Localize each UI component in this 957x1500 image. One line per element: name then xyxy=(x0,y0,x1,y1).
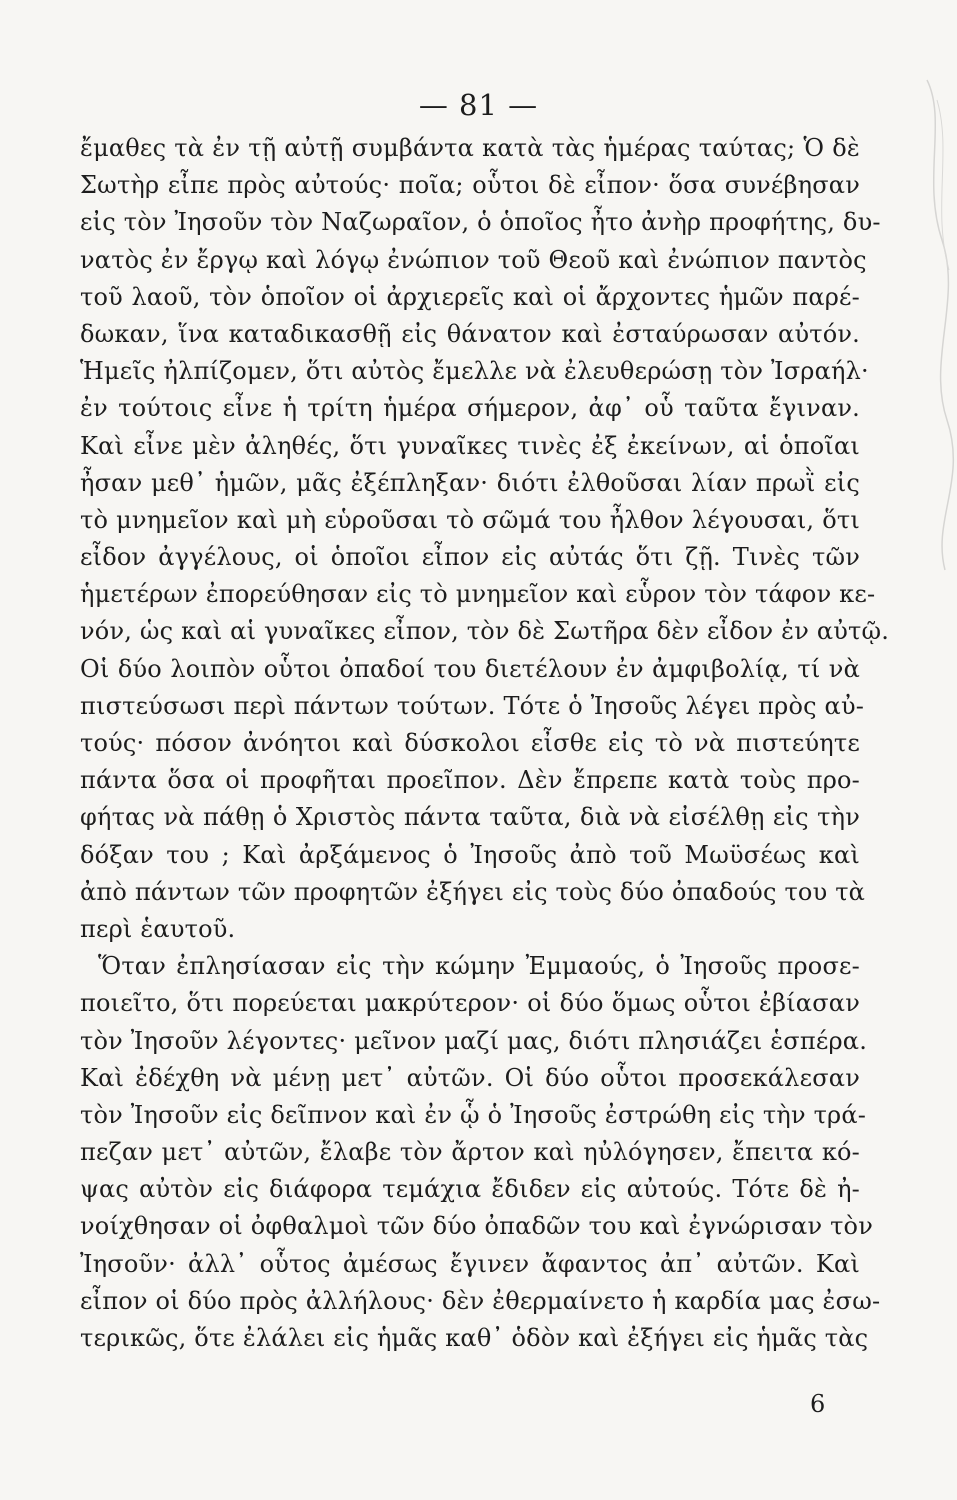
text-line: νατὸς ἐν ἔργῳ καὶ λόγῳ ἐνώπιον τοῦ Θεοῦ καὶ ἐνώπιον παντὸς xyxy=(80,245,867,274)
text-line: ψας αὐτὸν εἰς διάφορα τεμάχια ἔδιδεν εἰς αὐτούς. Τότε δὲ ἠ- xyxy=(80,1175,860,1204)
body-text xyxy=(80,130,890,1357)
text-line: ποιεῖτο, ὅτι πορεύεται μακρύτερον· οἱ δύο ὅμως οὗτοι ἐβίασαν xyxy=(80,989,860,1018)
text-line: δωκαν, ἵνα καταδικασθῇ εἰς θάνατον καὶ ἐσταύρωσαν αὐτόν. xyxy=(80,319,860,348)
text-line: τερικῶς, ὅτε ἐλάλει εἰς ἡμᾶς καθ᾽ ὁδὸν καὶ ἐξήγει εἰς ἡμᾶς τὰς xyxy=(80,1324,869,1352)
text-line: τὸν Ἰησοῦν εἰς δεῖπνον καὶ ἐν ᾧ ὁ Ἰησοῦς ἐστρώθη εἰς τὴν τρά- xyxy=(80,1100,867,1129)
text-line: πιστεύσωσι περὶ πάντων τούτων. Τότε ὁ Ἰησοῦς λέγει πρὸς αὐ- xyxy=(80,691,865,720)
text-line: Οἱ δύο λοιπὸν οὗτοι ὀπαδοί του διετέλουν ἐν ἀμφιβολίᾳ, τί νὰ xyxy=(80,654,860,683)
text-line: περὶ ἑαυτοῦ. xyxy=(80,914,236,943)
text-line: ἀπὸ πάντων τῶν προφητῶν ἐξήγει εἰς τοὺς δύο ὀπαδούς του τὰ xyxy=(80,877,866,906)
text-line: ἦσαν μεθ᾽ ἡμῶν, μᾶς ἐξέπληξαν· διότι ἐλθοῦσαι λίαν πρωῒ εἰς xyxy=(80,468,860,497)
bleed-through-mark xyxy=(917,60,957,580)
text-line: ἔμαθες τὰ ἐν τῇ αὐτῇ συμβάντα κατὰ τὰς ἡμέρας ταύτας; Ὁ δὲ xyxy=(80,134,860,162)
text-line: τὸν Ἰησοῦν λέγοντες· μεῖνον μαζί μας, διότι πλησιάζει ἑσπέρα. xyxy=(80,1026,868,1055)
text-line: τούς· πόσον ἀνόητοι καὶ δύσκολοι εἶσθε εἰς τὸ νὰ πιστεύητε xyxy=(80,729,860,757)
text-line: ἡμετέρων ἐπορεύθησαν εἰς τὸ μνημεῖον καὶ εὗρον τὸν τάφον κε- xyxy=(80,580,876,609)
text-line: τοῦ λαοῦ, τὸν ὁποῖον οἱ ἀρχιερεῖς καὶ οἱ ἄρχοντες ἡμῶν παρέ- xyxy=(80,282,860,311)
text-line: τὸ μνημεῖον καὶ μὴ εὑροῦσαι τὸ σῶμά του ἦλθον λέγουσαι, ὅτι xyxy=(80,505,860,534)
text-line: Σωτὴρ εἶπε πρὸς αὐτούς· ποῖα; οὗτοι δὲ εἶπον· ὅσα συνέβησαν xyxy=(80,171,860,200)
text-line: ἐν τούτοις εἶνε ἡ τρίτη ἡμέρα σήμερον, ἀφ᾽ οὗ ταῦτα ἔγιναν. xyxy=(80,394,860,423)
text-line: πάντα ὅσα οἱ προφῆται προεῖπον. Δὲν ἔπρεπε κατὰ τοὺς προ- xyxy=(80,766,860,795)
text-line: Καὶ εἶνε μὲν ἀληθές, ὅτι γυναῖκες τινὲς ἐξ ἐκείνων, αἱ ὁποῖαι xyxy=(80,431,860,460)
text-line: φήτας νὰ πάθῃ ὁ Χριστὸς πάντα ταῦτα, διὰ νὰ εἰσέλθῃ εἰς τὴν xyxy=(80,803,860,832)
page-number: — 81 — xyxy=(418,88,539,122)
text-line: Ἡμεῖς ἠλπίζομεν, ὅτι αὐτὸς ἔμελλε νὰ ἐλευθερώσῃ τὸν Ἰσραήλ· xyxy=(80,357,869,386)
text-line: Ἰησοῦν· ἀλλ᾽ οὗτος ἀμέσως ἔγινεν ἄφαντος ἀπ᾽ αὐτῶν. Καὶ xyxy=(80,1249,860,1278)
text-line: πεζαν μετ᾽ αὐτῶν, ἔλαβε τὸν ἄρτον καὶ ηὐλόγησεν, ἔπειτα κό- xyxy=(80,1138,860,1167)
text-line: νόν, ὡς καὶ αἱ γυναῖκες εἶπον, τὸν δὲ Σωτῆρα δὲν εἶδον ἐν αὐτῷ. xyxy=(80,617,890,646)
text-line: εἰς τὸν Ἰησοῦν τὸν Ναζωραῖον, ὁ ὁποῖος ἦτο ἀνὴρ προφήτης, δυ- xyxy=(80,208,881,237)
text-line: εἶπον οἱ δύο πρὸς ἀλλήλους· δὲν ἐθερμαίνετο ἡ καρδία μας ἐσω- xyxy=(80,1286,881,1315)
text-line: εἶδον ἀγγέλους, οἱ ὁποῖοι εἶπον εἰς αὐτάς ὅτι ζῇ. Τινὲς τῶν xyxy=(80,543,860,572)
gathering-signature: 6 xyxy=(810,1390,826,1418)
text-line: νοίχθησαν οἱ ὀφθαλμοὶ τῶν δύο ὀπαδῶν του καὶ ἐγνώρισαν τὸν xyxy=(80,1212,873,1241)
text-line: Ὅταν ἐπλησίασαν εἰς τὴν κώμην Ἐμμαούς, ὁ Ἰησοῦς προσε- xyxy=(98,952,860,981)
text-line: Καὶ ἐδέχθη νὰ μένῃ μετ᾽ αὐτῶν. Οἱ δύο οὗτοι προσεκάλεσαν xyxy=(80,1063,860,1092)
text-line: δόξαν του ; Καὶ ἀρξάμενος ὁ Ἰησοῦς ἀπὸ τοῦ Μωϋσέως καὶ xyxy=(80,840,860,869)
